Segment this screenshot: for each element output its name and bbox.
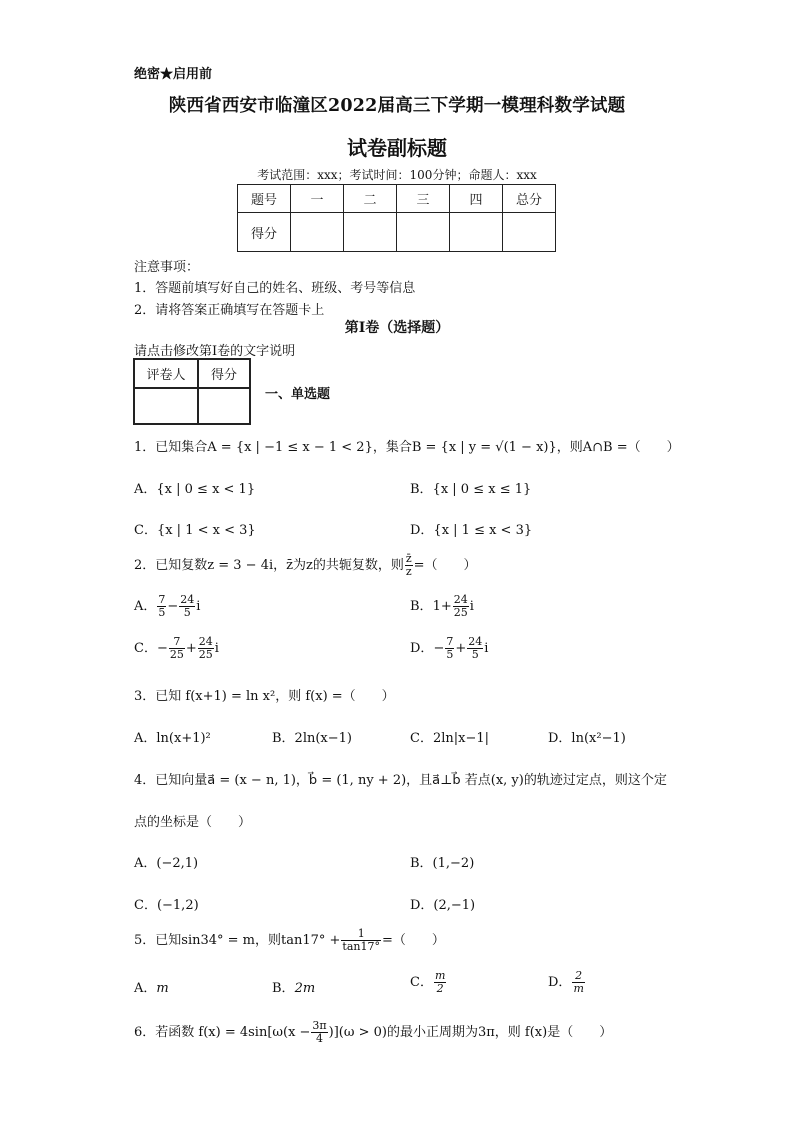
question-4-stem: 4．已知向量a⃗ = (x − n, 1)，b⃗ = (1, ny + 2)，且a⃗⊥b⃗ 若点(x, y)的轨迹过定点，则这个定 (134, 773, 667, 788)
fraction (311, 1020, 327, 1045)
question-3-option-c[interactable]: C．2ln|x−1| (410, 731, 490, 746)
fraction-denominator: 25 (453, 606, 468, 619)
option-suffix: i (469, 599, 474, 614)
fraction-numerator: 24 (468, 635, 483, 648)
question-3-stem: 3．已知 f(x+1) = ln x²，则 f(x) =（ ） (134, 689, 395, 704)
option-label: B． (410, 599, 433, 614)
grader-cell[interactable] (198, 388, 250, 424)
option-label: C． (134, 641, 157, 656)
fraction-denominator: 25 (198, 648, 213, 661)
fraction-numerator: 24 (180, 593, 195, 606)
score-header-cell: 一 (291, 185, 344, 213)
option-label: D． (410, 641, 434, 656)
fraction (198, 636, 214, 661)
score-header-cell: 总分 (503, 185, 556, 213)
fraction (179, 594, 195, 619)
score-row-label: 得分 (238, 213, 291, 252)
score-header-cell: 三 (397, 185, 450, 213)
option-label: A． (134, 599, 157, 614)
question-1-option-a[interactable]: A．{x | 0 ≤ x < 1} (134, 482, 256, 497)
section-title: 一、单选题 (265, 387, 331, 402)
note-item: 1．答题前填写好自己的姓名、班级、考号等信息 (134, 281, 416, 296)
fraction-denominator: 4 (316, 1032, 324, 1045)
fraction-numerator: 3π (312, 1019, 327, 1032)
score-header-cell: 四 (450, 185, 503, 213)
question-5-option-b[interactable] (272, 977, 315, 996)
option-suffix: i (196, 599, 201, 614)
fraction-denominator: tan17° (342, 940, 380, 953)
fraction-numerator: 24 (453, 593, 468, 606)
fraction (467, 636, 483, 661)
option-operator: + (455, 641, 467, 656)
question-2-option-b[interactable] (410, 594, 474, 619)
fraction-numerator: 7 (158, 593, 166, 606)
option-label: B． (272, 981, 295, 996)
question-5-stem (134, 928, 445, 953)
option-label: C． (410, 975, 433, 990)
question-1-stem: 1．已知集合A = {x | −1 ≤ x − 1 < 2}，集合B = {x | y = √(1 − x)}，则A∩B =（ ） (134, 440, 680, 455)
score-header-cell: 题号 (238, 185, 291, 213)
fraction (572, 970, 584, 995)
fraction (157, 594, 166, 619)
question-2-stem-text: 2．已知复数z = 3 − 4i，z̄为z的共轭复数，则 (134, 558, 404, 573)
option-prefix: − (156, 641, 168, 656)
question-1-option-b[interactable]: B．{x | 0 ≤ x ≤ 1} (410, 482, 532, 497)
fraction-denominator: 2 (436, 982, 444, 995)
fraction (445, 636, 454, 661)
fraction-numerator: 7 (169, 636, 185, 649)
fraction-numerator: z̄ (405, 552, 412, 565)
fraction-denominator: 5 (471, 648, 479, 661)
question-3-option-d[interactable]: D．ln(x²−1) (548, 731, 626, 746)
question-5-stem-end: =（ ） (381, 933, 445, 948)
fraction-numerator: 1 (341, 928, 381, 941)
option-operator: + (185, 641, 197, 656)
confidential-label: 绝密★启用前 (134, 67, 213, 82)
score-cell[interactable] (344, 213, 397, 252)
question-3-option-a[interactable]: A．ln(x+1)² (134, 731, 211, 746)
option-text: m (156, 981, 169, 996)
option-text: 2m (294, 981, 316, 996)
question-5-option-d[interactable] (548, 970, 586, 995)
option-suffix: i (214, 641, 219, 656)
question-5-stem-text: 5．已知sin34° = m，则tan17° + (134, 933, 341, 948)
question-6-stem-text: 6．若函数 f(x) = 4sin[ω(x − (134, 1025, 311, 1040)
option-label: A． (134, 981, 157, 996)
fraction (453, 594, 469, 619)
option-label: D． (548, 975, 572, 990)
fraction-numerator: 7 (446, 635, 454, 648)
fraction-denominator: m (573, 982, 584, 995)
question-5-option-a[interactable] (134, 977, 169, 996)
score-cell[interactable] (503, 213, 556, 252)
question-4-option-a[interactable]: A．(−2,1) (134, 856, 199, 871)
part1-description-link[interactable]: 请点击修改第I卷的文字说明 (134, 344, 296, 359)
option-prefix: 1+ (432, 599, 452, 614)
part1-title: 第I卷（选择题） (344, 320, 450, 336)
question-2-stem-end: =（ ） (413, 558, 477, 573)
grader-header: 评卷人 (134, 359, 198, 388)
score-cell[interactable] (397, 213, 450, 252)
question-4-option-d[interactable]: D．(2,−1) (410, 898, 476, 913)
fraction (405, 553, 413, 578)
question-3-option-b[interactable]: B．2ln(x−1) (272, 731, 352, 746)
fraction-numerator: 2 (572, 970, 584, 983)
question-1-option-c[interactable]: C．{x | 1 < x < 3} (134, 523, 256, 538)
grader-cell[interactable] (134, 388, 198, 424)
fraction-numerator: m (434, 969, 446, 982)
fraction-denominator: 25 (169, 648, 184, 661)
question-4-option-c[interactable]: C．(−1,2) (134, 898, 199, 913)
question-6-stem-end: )](ω > 0)的最小正周期为3π，则 f(x)是（ ） (328, 1025, 613, 1040)
score-header-cell: 二 (344, 185, 397, 213)
fraction (341, 928, 381, 953)
fraction-denominator: 5 (158, 606, 166, 619)
fraction (434, 970, 446, 995)
note-item: 2．请将答案正确填写在答题卡上 (134, 303, 325, 318)
fraction-denominator: 5 (183, 606, 191, 619)
fraction-denominator: z (405, 565, 412, 578)
exam-info: 考试范围：xxx；考试时间：100分钟；命题人：xxx (257, 168, 537, 182)
question-2-option-d[interactable] (410, 636, 488, 661)
question-5-option-c[interactable] (410, 970, 447, 995)
question-4-option-b[interactable]: B．(1,−2) (410, 856, 475, 871)
option-suffix: i (484, 641, 489, 656)
score-table (237, 184, 556, 252)
fraction-denominator: 5 (446, 648, 454, 661)
exam-subtitle: 试卷副标题 (347, 136, 447, 160)
question-2-option-a[interactable] (134, 594, 200, 619)
grader-table (133, 358, 251, 425)
notes-heading: 注意事项： (134, 260, 200, 275)
question-2-option-c[interactable] (134, 636, 219, 661)
question-4-stem-continued: 点的坐标是（ ） (134, 815, 252, 830)
score-cell[interactable] (450, 213, 503, 252)
question-2-stem (134, 553, 477, 578)
fraction-numerator: 24 (198, 635, 213, 648)
score-cell[interactable] (291, 213, 344, 252)
exam-title: 陕西省西安市临潼区2022届高三下学期一模理科数学试题 (168, 96, 626, 116)
grader-header: 得分 (198, 359, 250, 388)
question-1-option-d[interactable]: D．{x | 1 ≤ x < 3} (410, 523, 533, 538)
option-operator: − (167, 599, 179, 614)
option-prefix: − (433, 641, 445, 656)
question-6-stem (134, 1020, 612, 1045)
fraction (169, 636, 185, 661)
